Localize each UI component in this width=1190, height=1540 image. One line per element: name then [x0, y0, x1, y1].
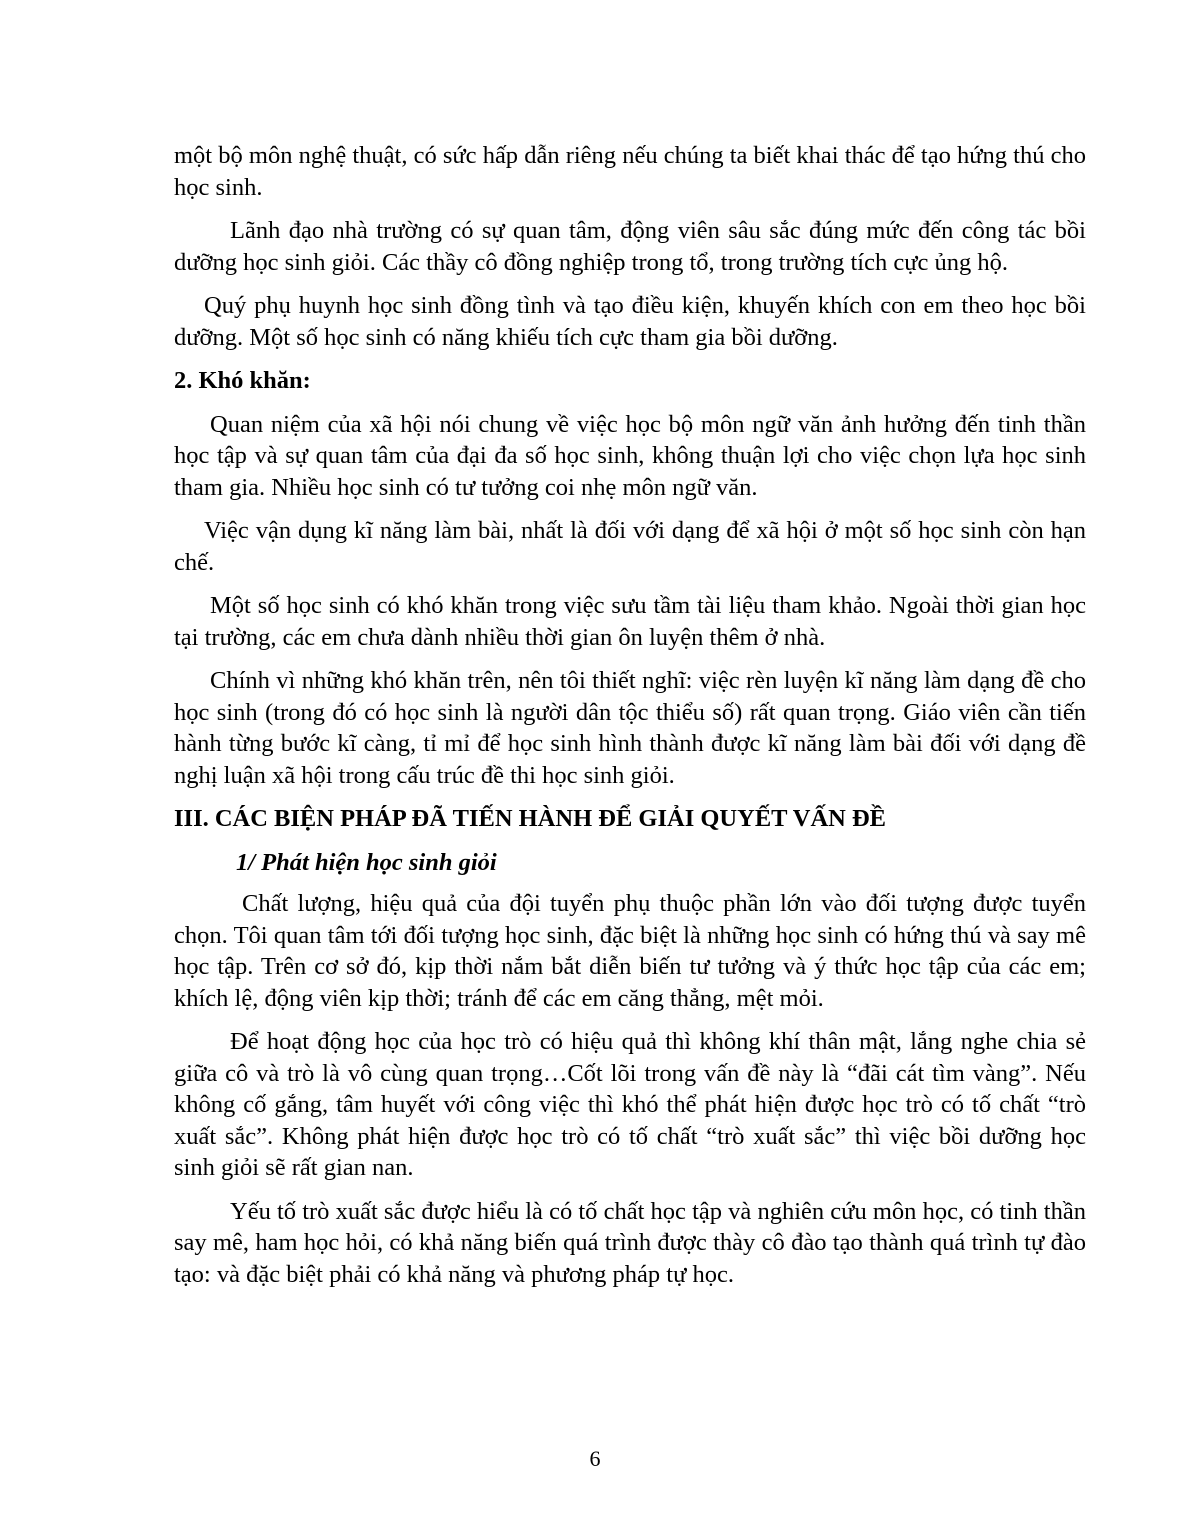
heading-difficulties: 2. Khó khăn: [174, 367, 311, 394]
page-number: 6 [589, 1446, 601, 1471]
paragraph-excellent-student: Yếu tố trò xuất sắc được hiểu là có tố chất học tập và nghiên cứu môn học, có tinh thần say mê, ham học hỏi, có khả năng biến quá trình được thày cô đào tạo thành quá trình tự đào tạo: và đặc biệt phải có khả năng và phương pháp tự học. [174, 1197, 1086, 1288]
paragraph-atmosphere: Để hoạt động học của học trò có hiệu quả thì không khí thân mật, lắng nghe chia sẻ giữa cô và trò là vô cùng quan trọng…Cốt lõi trong vấn đề này là “đãi cát tìm vàng”. Nếu không cố gắng, tâm huyết với công việc thì khó thể phát hiện được học trò có tố chất “trò xuất sắc”. Không phát hiện được học trò có tố chất “trò xuất sắc” thì việc bồi dưỡng học sinh giỏi sẽ rất gian nan. [174, 1028, 1086, 1181]
heading-section-3: III. CÁC BIỆN PHÁP ĐÃ TIẾN HÀNH ĐỂ GIẢI QUYẾT VẤN ĐỀ [174, 805, 886, 832]
paragraph-social-view: Quan niệm của xã hội nói chung về việc học bộ môn ngữ văn ảnh hưởng đến tinh thần học tập và sự quan tâm của đại đa số học sinh, không thuận lợi cho việc chọn lựa học sinh tham gia. Nhiều học sinh có tư tưởng coi nhẹ môn ngữ văn. [174, 410, 1086, 501]
subheading-discover-students: 1/ Phát hiện học sinh giỏi [236, 848, 497, 876]
paragraph-continuation: một bộ môn nghệ thuật, có sức hấp dẫn riêng nếu chúng ta biết khai thác để tạo hứng thú cho học sinh. [174, 142, 1086, 201]
paragraph-skills: Việc vận dụng kĩ năng làm bài, nhất là đối với dạng để xã hội ở một số học sinh còn hạn chế. [174, 517, 1086, 576]
paragraph-materials: Một số học sinh có khó khăn trong việc sưu tầm tài liệu tham khảo. Ngoài thời gian học tại trường, các em chưa dành nhiều thời gian ôn luyện thêm ở nhà. [174, 592, 1086, 651]
document-page [174, 140, 1086, 1302]
paragraph-quality: Chất lượng, hiệu quả của đội tuyển phụ thuộc phần lớn vào đối tượng được tuyển chọn. Tôi quan tâm tới đối tượng học sinh, đặc biệt là những học sinh có hứng thú và say mê học tập. Trên cơ sở đó, kịp thời nắm bắt diễn biến tư tưởng và ý thức học tập của các em; khích lệ, động viên kịp thời; tránh để các em căng thẳng, mệt mỏi. [174, 890, 1086, 1012]
paragraph-leadership: Lãnh đạo nhà trường có sự quan tâm, động viên sâu sắc đúng mức đến công tác bồi dưỡng học sinh giỏi. Các thầy cô đồng nghiệp trong tổ, trong trường tích cực ủng hộ. [174, 217, 1086, 276]
paragraph-conclusion: Chính vì những khó khăn trên, nên tôi thiết nghĩ: việc rèn luyện kĩ năng làm dạng đề cho học sinh (trong đó có học sinh là người dân tộc thiểu số) rất quan trọng. Giáo viên cần tiến hành từng bước kĩ càng, tỉ mỉ để học sinh hình thành được kĩ năng làm bài đối với dạng đề nghị luận xã hội trong cấu trúc đề thi học sinh giỏi. [174, 667, 1086, 789]
paragraph-parents: Quý phụ huynh học sinh đồng tình và tạo điều kiện, khuyến khích con em theo học bồi dưỡng. Một số học sinh có năng khiếu tích cực tham gia bồi dưỡng. [174, 292, 1086, 351]
